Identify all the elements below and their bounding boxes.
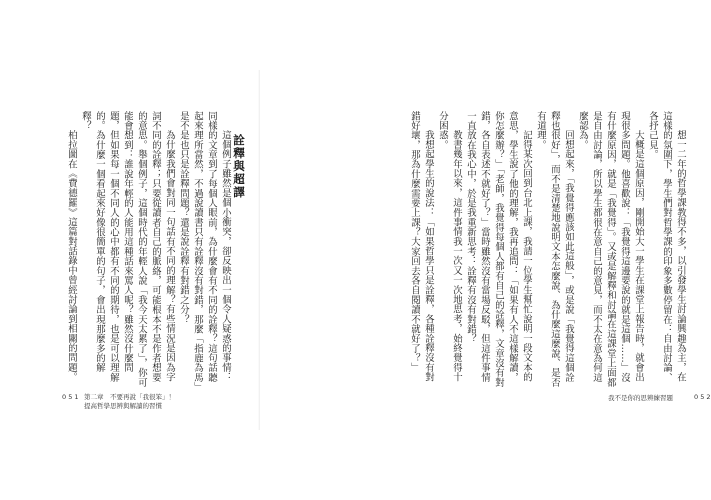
paragraph: 教書幾年以來，這件事情我一次又一次地思考，始終覺得十分困惑。: [437, 111, 462, 382]
paragraph: 回想起來，「我覺得應該如此這般」，或是說「我覺得這個詮釋也很好」，而不是清楚地說明文本怎麼說、為什麼這麼說、是否有道理。: [535, 111, 574, 388]
page-number: 0 5 2: [694, 393, 711, 401]
running-section-title: 我不是你的思辨練習題: [608, 394, 673, 402]
section-heading: 詮釋與超譯: [232, 134, 246, 199]
running-chapter-title: [84, 393, 175, 411]
paragraph: 這個例子雖然是個小衝突，卻反映出一個令人疑惑的事情：同樣的文章到了每個人眼前，為什麼會有不同的詮釋？這句話聽起來理所當然，不過說讀書只有詮釋沒有對錯，那麼「指鹿為馬」是不是也只是詮釋問題？還是說詮釋有對錯之分？: [178, 111, 231, 388]
chapter-title-line: 第二章 不要再說「我很笨」！: [84, 393, 175, 401]
right-page-text: [409, 111, 687, 391]
paragraph: 我想起學生的說法：「如果哲學只是詮釋，各種詮釋沒有對錯好壞，那為什麼需要上課？大家回去各自閱讀不就好了？」: [409, 111, 434, 382]
chapter-subtitle-line: 提高哲學思辨與解讀的習慣: [84, 402, 162, 410]
left-page-text: [66, 111, 246, 391]
paragraph: 記得某次回到台北上課，我請一位學生幫忙說明一段文本的意思，學生說了他的理解，我再追問：「如果有人不這樣解讀，你怎麼辦？」「老師，我覺得每個人都有自己的詮釋，文章沒有對錯，各自表述不就好了？」當時雖然沒有當場反駁，但這件事情一直放在我心中，於是我重新思考：詮釋有沒有對錯？: [465, 111, 532, 388]
paragraph: 想一二年的哲學課教得不多，以引發學生討論興趣為主，在這樣的氛圍下，學生們對哲學課的印象多數停留在：自由討論、各抒己見。: [647, 111, 686, 383]
page-number: 0 5 1: [62, 393, 79, 401]
paragraph: 柏拉圖在《費德羅》這篇對話錄中曾經討論到相關的問題。: [66, 129, 77, 382]
paragraph: 大概是這個原因，剛開始大一學生在課堂上報告時，就會出現很多問題。他喜歡說：「我覺得這邊要說的就是這個……」沒有什麼原因，就是「我覺得」。又或是解釋和討論在這課堂上面都是自由討論，所以學生都很在意自己的意見，而不太在意為何這麼認為。: [577, 111, 644, 388]
left-page: [0, 0, 260, 500]
right-page: [260, 0, 711, 500]
paragraph: 為什麼我們會對同一句話有不同的理解？有些情況是因為字詞不同的詮釋；只要從讀者自己的脈絡，可能根本不是作者想要的意思。舉個例子，這個時代的年輕人說「我今天太累了」，你可能會想到：誰說年輕的人能用這種話來罵人呢？雖然沒什麼問題，但如果每一個不同人的心中都有不同的期待，也是可以理解的。為什麼一個看起來好像很簡單的句子，會出現那麼多的解釋？: [80, 111, 175, 388]
